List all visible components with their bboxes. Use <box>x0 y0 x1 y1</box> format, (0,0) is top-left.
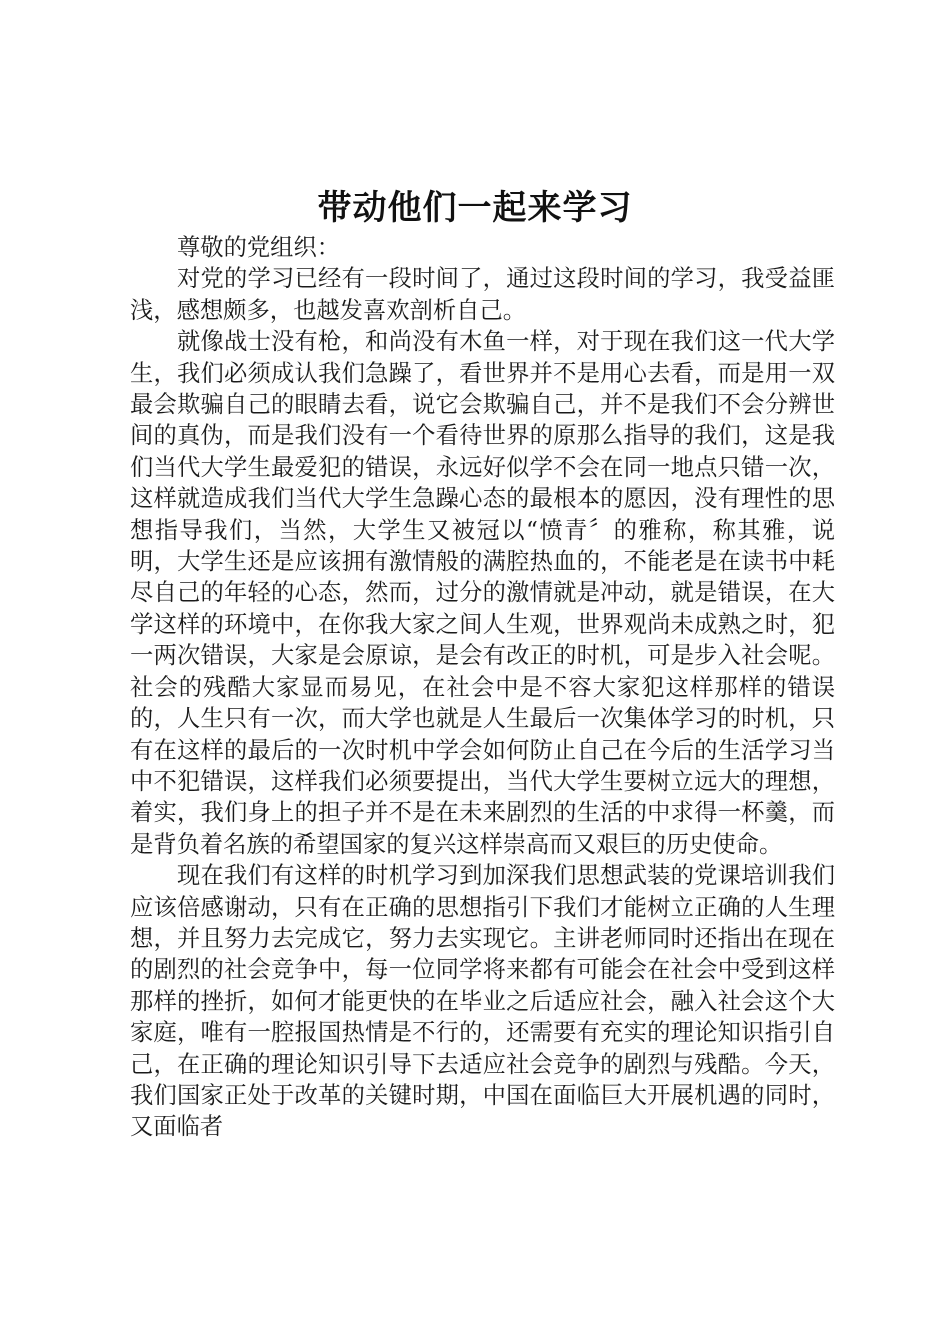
paragraph: 对党的学习已经有一段时间了，通过这段时间的学习，我受益匪浅，感想颇多，也越发喜欢剖析自己。 <box>130 265 835 324</box>
salutation: 尊敬的党组织： <box>177 234 341 261</box>
paragraph: 就像战士没有枪，和尚没有木鱼一样，对于现在我们这一代大学生，我们必须成认我们急躁了，看世界并不是用心去看，而是用一双最会欺骗自己的眼睛去看，说它会欺骗自己，并不是我们不会分辨世间的真伪，而是我们没有一个看待世界的原那么指导的我们，这是我们当代大学生最爱犯的错误，永远好似学不会在同一地点只错一次，这样就造成我们当代大学生急躁心态的最根本的愿因，没有理性的思想指导我们，当然，大学生又被冠以“愤青〞的雅称，称其雅，说明，大学生还是应该拥有激情般的满腔热血的，不能老是在读书中耗尽自己的年轻的心态，然而，过分的激情就是冲动，就是错误，在大学这样的环境中，在你我大家之间人生观，世界观尚未成熟之时，犯一两次错误，大家是会原谅，是会有改正的时机，可是步入社会呢。社会的残酷大家显而易见，在社会中是不容大家犯这样那样的错误的，人生只有一次，而大学也就是人生最后一次集体学习的时机，只有在这样的最后的一次时机中学会如何防止自己在今后的生活学习当中不犯错误，这样我们必须要提出，当代大学生要树立远大的理想，着实，我们身上的担子并不是在未来剧烈的生活的中求得一杯羹，而是背负着名族的希望国家的复兴这样崇高而又艰巨的历史使命。 <box>130 328 835 858</box>
document-body <box>130 232 835 1143</box>
paragraph: 现在我们有这样的时机学习到加深我们思想武装的党课培训我们应该倍感谢动，只有在正确的思想指引下我们才能树立正确的人生理想，并且努力去完成它，努力去实现它。主讲老师同时还指出在现在的剧烈的社会竞争中，每一位同学将来都有可能会在社会中受到这样那样的挫折，如何才能更快的在毕业之后适应社会，融入社会这个大家庭，唯有一腔报国热情是不行的，还需要有充实的理论知识指引自己，在正确的理论知识引导下去适应社会竞争的剧烈与残酷。今天，我们国家正处于改革的关键时期，中国在面临巨大开展机遇的同时，又面临者 <box>130 862 835 1141</box>
document-title: 带动他们一起来学习 <box>317 188 633 228</box>
